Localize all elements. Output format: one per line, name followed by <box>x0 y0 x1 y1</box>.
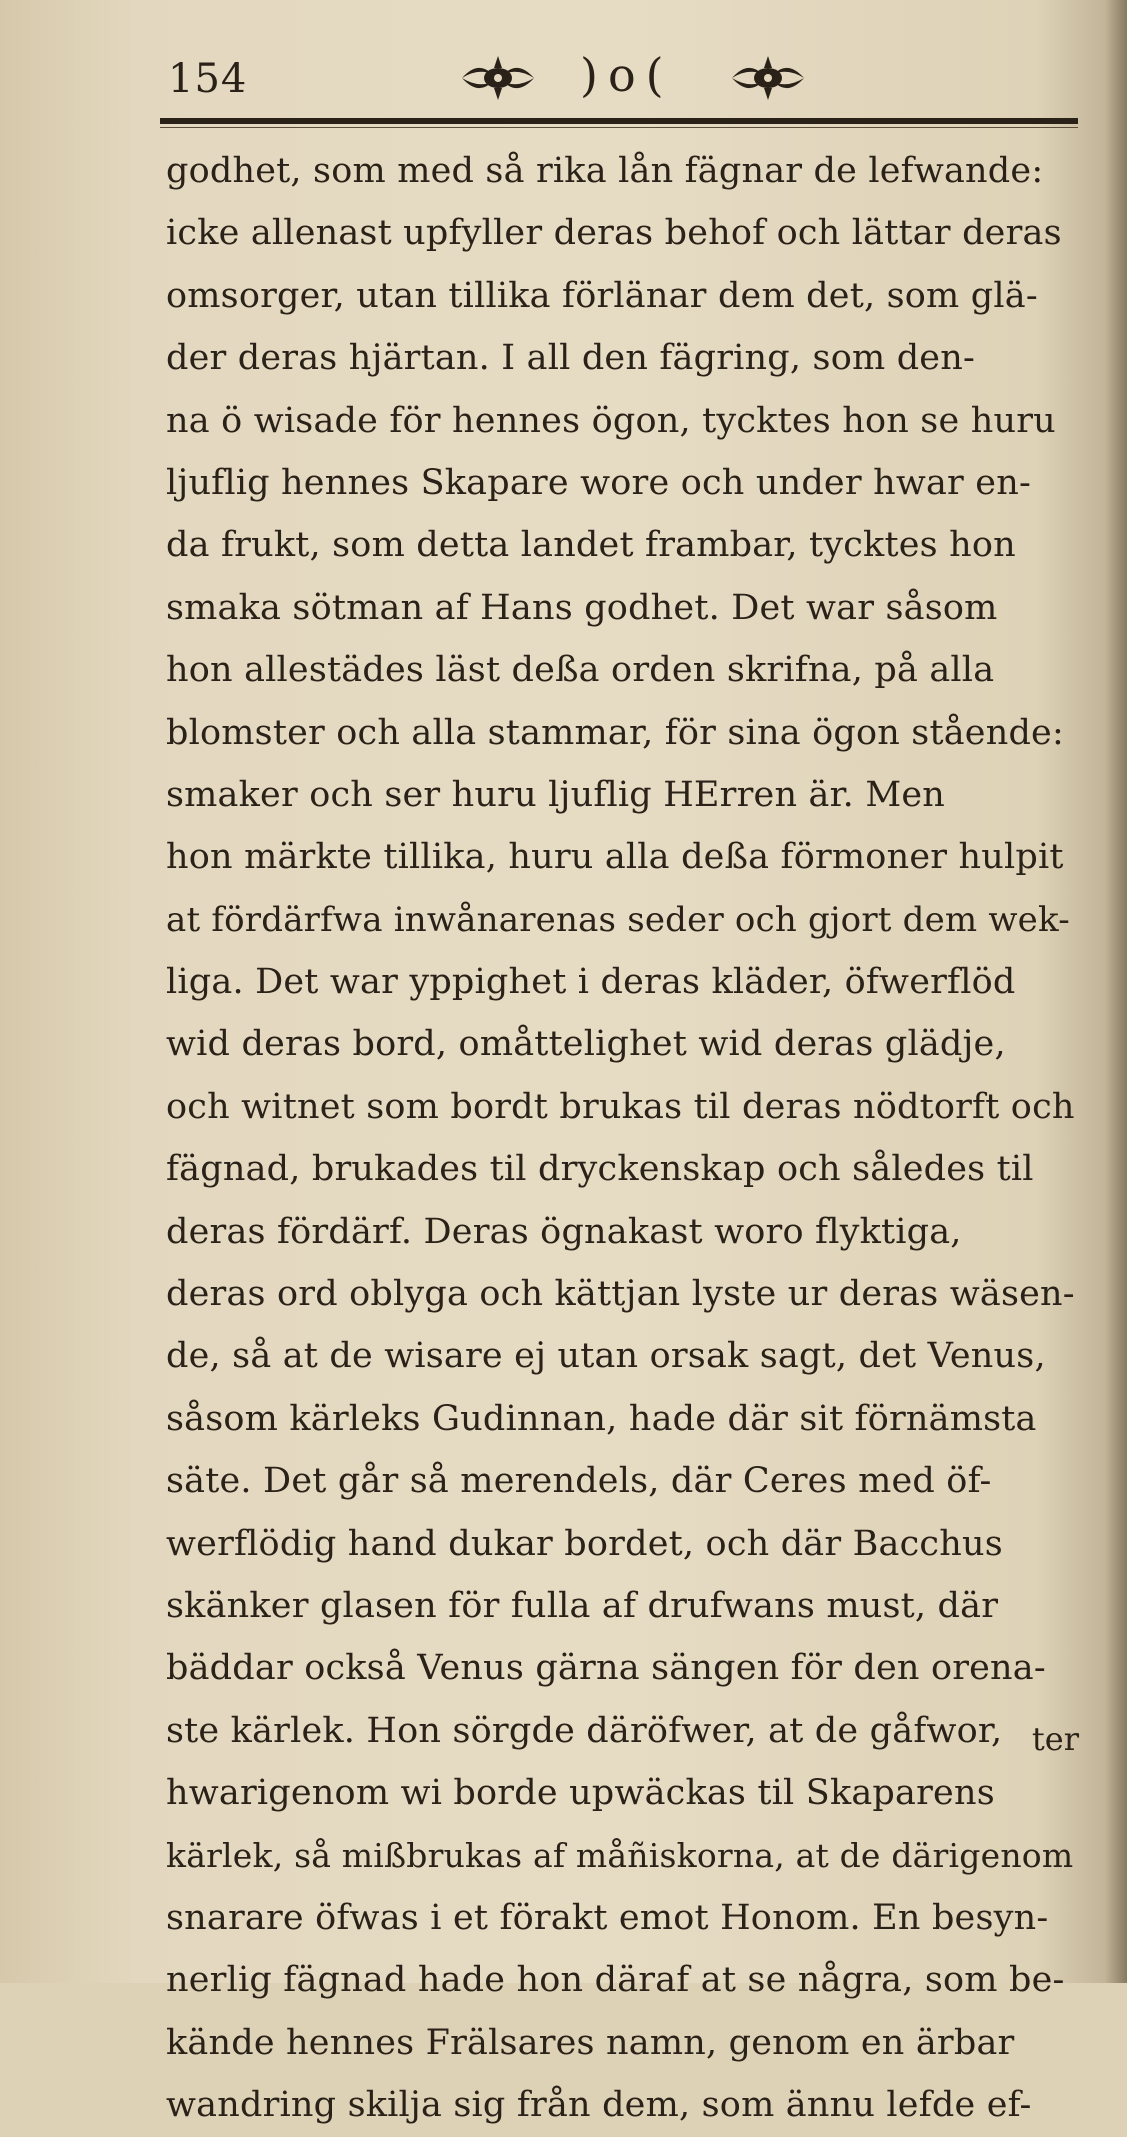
text-line: nerlig fägnad hade hon däraf at se några, som be- <box>166 1960 1065 2001</box>
catchword: ter <box>1031 1720 1079 1758</box>
text-line: hon allestädes läst deßa orden skrifna, på alla <box>166 650 995 691</box>
text-line: ljuflig hennes Skapare wore och under hwar en- <box>166 462 1031 503</box>
text-line: werflödig hand dukar bordet, och där Bacchus <box>166 1523 1003 1564</box>
text-line: ste kärlek. Hon sörgde däröfwer, at de gåfwor, <box>166 1710 1003 1751</box>
running-header <box>160 48 1077 118</box>
text-line: smaka sötman af Hans godhet. Det war såsom <box>166 587 998 628</box>
text-line: de, så at de wisare ej utan orsak sagt, det Venus, <box>166 1336 1046 1377</box>
fleuron-icon <box>728 52 808 104</box>
text-line: blomster och alla stammar, för sina ögon stående: <box>166 712 1064 753</box>
text-line: säte. Det går så merendels, där Ceres med öf- <box>166 1461 992 1502</box>
text-line: smaker och ser huru ljuflig HErren är. Men <box>166 774 946 815</box>
text-line: skänker glasen för fulla af drufwans must, där <box>166 1585 999 1626</box>
text-line: hon märkte tillika, huru alla deßa förmoner hulpit <box>166 837 1064 878</box>
text-line: icke allenast upfyller deras behof och lättar deras <box>166 213 1062 254</box>
text-line: wandring skilja sig från dem, som ännu lefde ef- <box>166 2085 1032 2126</box>
text-line: kärlek, så mißbrukas af måñiskorna, at de därigenom <box>166 1835 1074 1875</box>
text-line: fägnad, brukades til dryckenskap och således til <box>166 1149 1034 1190</box>
text-line: der deras hjärtan. I all den fägring, som den- <box>166 338 975 379</box>
text-line: liga. Det war yppighet i deras kläder, öfwerflöd <box>166 962 1016 1003</box>
page-number: 154 <box>168 56 248 102</box>
text-line: omsorger, utan tillika förlänar dem det, som glä- <box>166 275 1038 316</box>
text-line: hwarigenom wi borde upwäckas til Skaparens <box>166 1773 995 1814</box>
text-line: godhet, som med så rika lån fägnar de lefwande: <box>166 151 1044 191</box>
header-center-ornament: )o( <box>580 48 674 102</box>
header-rule-thin <box>160 127 1078 128</box>
text-line: deras ord oblyga och kättjan lyste ur deras wäsen- <box>166 1274 1075 1315</box>
text-line: kände hennes Frälsares namn, genom en ärbar <box>166 2022 1015 2063</box>
text-line: da frukt, som detta landet frambar, tycktes hon <box>166 525 1016 566</box>
text-line: na ö wisade för hennes ögon, tycktes hon se huru <box>166 400 1056 441</box>
body-text <box>166 140 1078 2137</box>
text-line: snarare öfwas i et förakt emot Honom. En besyn- <box>166 1897 1049 1938</box>
text-line: bäddar också Venus gärna sängen för den orena- <box>166 1648 1046 1689</box>
text-line: at fördärfwa inwånarenas seder och gjort dem wek- <box>166 899 1070 940</box>
text-line: såsom kärleks Gudinnan, hade där sit förnämsta <box>166 1398 1037 1439</box>
text-line: wid deras bord, omåttelighet wid deras glädje, <box>166 1024 1006 1065</box>
header-rule <box>160 118 1078 124</box>
fleuron-icon <box>458 52 538 104</box>
text-line: deras fördärf. Deras ögnakast woro flyktiga, <box>166 1211 962 1252</box>
text-line: och witnet som bordt brukas til deras nödtorft och <box>166 1086 1075 1127</box>
